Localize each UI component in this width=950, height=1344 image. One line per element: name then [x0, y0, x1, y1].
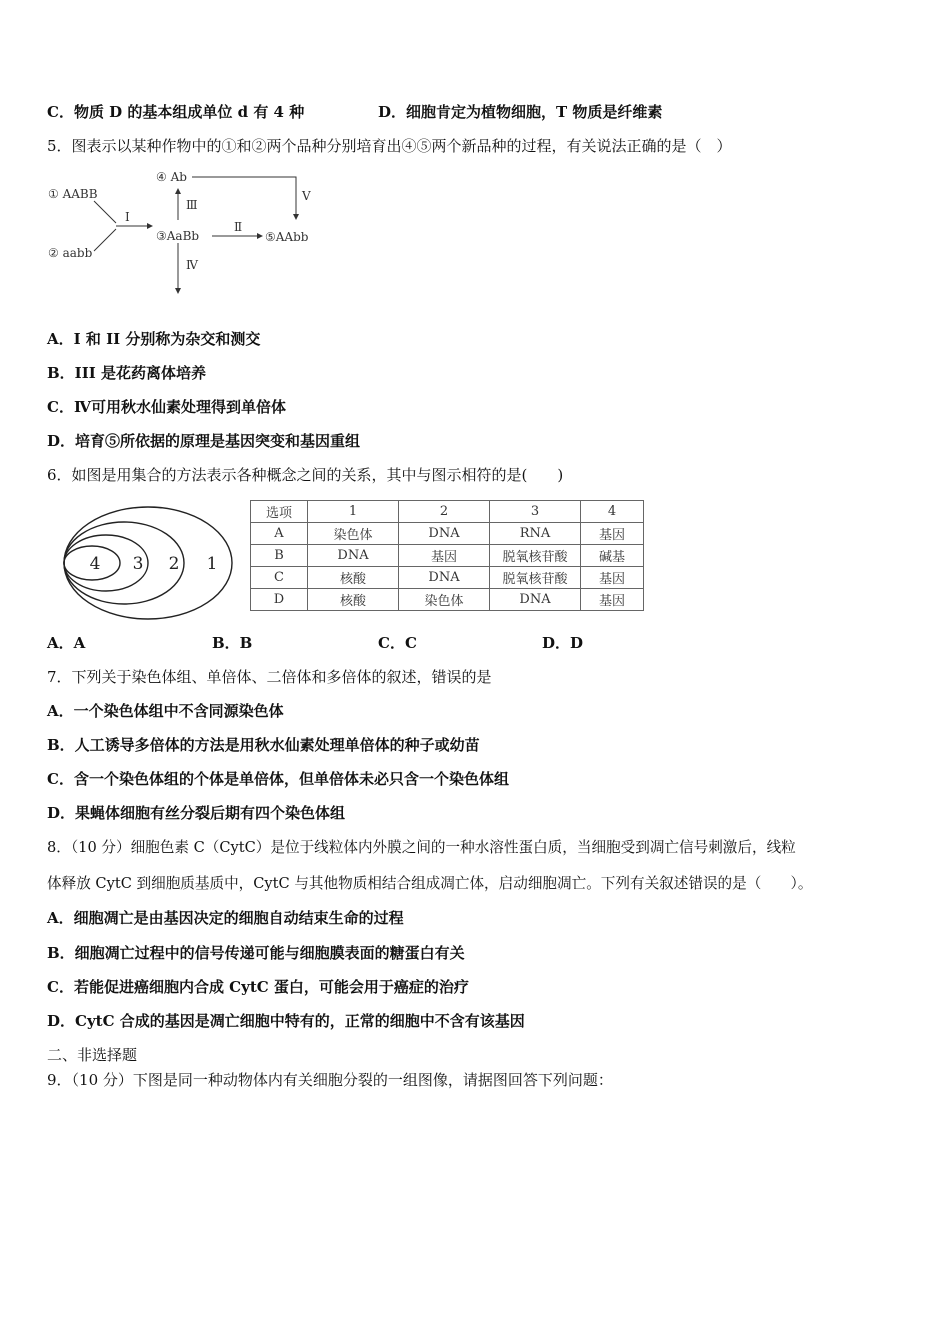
q8-stem-line1: 8．（10 分）细胞色素 C（CytC）是位于线粒体内外膜之间的一种水溶性蛋白质，当细胞受到凋亡信号刺激后，线粒 [47, 839, 796, 856]
q7-option-b: B．人工诱导多倍体的方法是用秋水仙素处理单倍体的种子或幼苗 [47, 736, 480, 754]
q8-option-c: C．若能促进癌细胞内合成 CytC 蛋白，可能会用于癌症的治疗 [47, 978, 469, 996]
table-cell: 碱基 [581, 545, 644, 567]
table-cell: 基因 [581, 567, 644, 589]
q6-options-table [250, 500, 644, 611]
q6-ellipse-2 [64, 522, 184, 604]
table-cell: 脱氧核苷酸 [490, 545, 581, 567]
q5-line-from-2 [94, 229, 116, 251]
q5-label-step5: Ⅴ [302, 189, 311, 203]
table-cell: D [251, 589, 308, 611]
table-row [251, 545, 644, 567]
q5-label-step4: Ⅳ [186, 258, 198, 272]
q5-node-4: ④ Ab [156, 170, 187, 184]
q8-stem-line2: 体释放 CytC 到细胞质基质中，CytC 与其他物质相结合组成凋亡体，启动细胞凋亡。下列有关叙述错误的是（ ）。 [47, 875, 813, 892]
q5-label-step3: Ⅲ [186, 198, 198, 212]
q5-label-step1: Ⅰ [125, 210, 130, 224]
q7-option-a: A．一个染色体组中不含同源染色体 [47, 702, 284, 720]
q7-option-d: D．果蝇体细胞有丝分裂后期有四个染色体组 [47, 804, 346, 822]
table-cell: DNA [399, 523, 490, 545]
table-cell: 基因 [581, 523, 644, 545]
q5-option-c: C．Ⅳ可用秋水仙素处理得到单倍体 [47, 398, 286, 416]
table-cell: DNA [308, 545, 399, 567]
section-title: 二、非选择题 [47, 1046, 138, 1064]
table-cell: DNA [490, 589, 581, 611]
q9-stem: 9．（10 分）下图是同一种动物体内有关细胞分裂的一组图像，请据图回答下列问题： [47, 1071, 613, 1089]
q6-option-b: B．B [212, 634, 253, 652]
q5-option-a: A．I 和 II 分别称为杂交和测交 [47, 330, 261, 348]
table-cell: 4 [581, 501, 644, 523]
q5-node-1: ① AABB [48, 187, 98, 201]
table-cell: RNA [490, 523, 581, 545]
table-cell: 脱氧核苷酸 [490, 567, 581, 589]
q6-option-c: C．C [378, 634, 417, 652]
table-cell: 核酸 [308, 589, 399, 611]
table-cell: B [251, 545, 308, 567]
q5-label-step2: Ⅱ [234, 220, 243, 234]
table-row [251, 589, 644, 611]
table-cell: C [251, 567, 308, 589]
table-cell: 染色体 [399, 589, 490, 611]
q6-option-d: D．D [542, 634, 584, 652]
table-cell: 3 [490, 501, 581, 523]
q5-node-3: ③AaBb [156, 229, 200, 243]
q6-set-diagram [60, 504, 240, 624]
q7-stem: 7．下列关于染色体组、单倍体、二倍体和多倍体的叙述，错误的是 [47, 668, 492, 686]
q6-label-1: 1 [206, 554, 218, 574]
q6-label-4: 4 [89, 554, 101, 574]
table-row [251, 567, 644, 589]
q6-option-a: A．A [47, 634, 86, 652]
table-cell: 1 [308, 501, 399, 523]
q5-arrow-step5 [192, 177, 296, 219]
table-cell: DNA [399, 567, 490, 589]
q5-line-from-1 [94, 201, 116, 223]
q8-option-d: D．CytC 合成的基因是凋亡细胞中特有的，正常的细胞中不含有该基因 [47, 1012, 525, 1030]
q7-option-c: C．含一个染色体组的个体是单倍体，但单倍体未必只含一个染色体组 [47, 770, 509, 788]
table-cell: 基因 [399, 545, 490, 567]
table-cell: 染色体 [308, 523, 399, 545]
q8-option-b: B．细胞凋亡过程中的信号传递可能与细胞膜表面的糖蛋白有关 [47, 944, 465, 962]
table-row [251, 523, 644, 545]
table-cell: 选项 [251, 501, 308, 523]
q5-option-d: D．培育⑤所依据的原理是基因突变和基因重组 [47, 432, 361, 450]
q5-node-2: ② aabb [48, 246, 93, 260]
q6-label-2: 2 [168, 554, 180, 574]
q5-stem: 5．图表示以某种作物中的①和②两个品种分别培育出④⑤两个新品种的过程，有关说法正确的是（ ） [47, 137, 732, 155]
q8-option-a: A．细胞凋亡是由基因决定的细胞自动结束生命的过程 [47, 909, 404, 927]
table-cell: 核酸 [308, 567, 399, 589]
q5-breeding-diagram [40, 165, 340, 300]
table-cell: A [251, 523, 308, 545]
q4-option-d: D．细胞肯定为植物细胞，T 物质是纤维素 [378, 103, 663, 121]
table-header-row [251, 501, 644, 523]
table-cell: 基因 [581, 589, 644, 611]
q5-option-b: B．III 是花药离体培养 [47, 364, 206, 382]
q4-option-c: C．物质 D 的基本组成单位 d 有 4 种 [47, 103, 305, 121]
table-cell: 2 [399, 501, 490, 523]
q6-label-3: 3 [132, 554, 144, 574]
q6-stem: 6．如图是用集合的方法表示各种概念之间的关系，其中与图示相符的是( ) [47, 466, 564, 484]
q5-node-5: ⑤AAbb [265, 230, 309, 244]
